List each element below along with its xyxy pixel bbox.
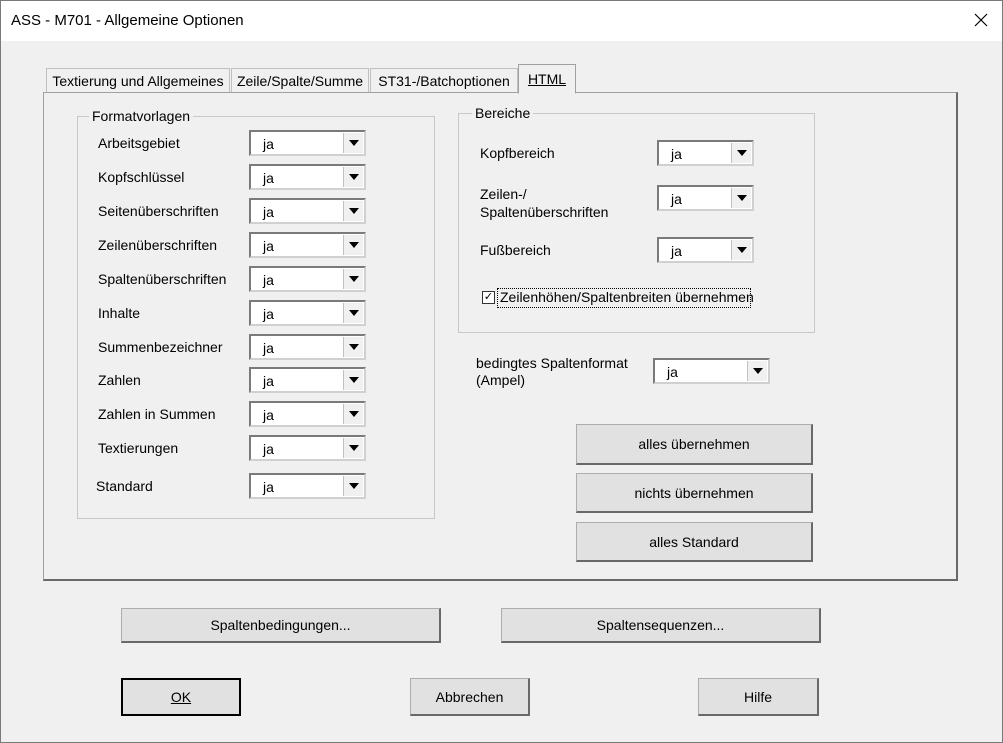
formatvorlage-select[interactable] [249, 266, 366, 292]
formatvorlage-label: Zahlen in Summen [98, 406, 216, 422]
formatvorlage-label: Zahlen [98, 372, 141, 388]
formatvorlage-label: Inhalte [98, 305, 141, 321]
tab-panel-html [43, 92, 958, 581]
chevron-down-icon[interactable] [343, 133, 363, 153]
formatvorlage-select[interactable] [249, 232, 366, 258]
kopfbereich-select[interactable] [657, 140, 754, 166]
chevron-down-icon[interactable] [343, 438, 363, 458]
button-label: Spaltenbedingungen... [210, 617, 351, 633]
zeilen-label-line1: Zeilen-/ [480, 186, 527, 202]
select-value: ja [263, 238, 274, 254]
tab-st31-batchoptionen[interactable] [370, 68, 518, 93]
formatvorlage-label: Zeilenüberschriften [98, 237, 218, 253]
button-label: OK [170, 689, 192, 705]
select-value: ja [263, 204, 274, 220]
ampel-select[interactable] [653, 358, 770, 384]
button-label: alles übernehmen [638, 436, 750, 452]
chevron-down-icon[interactable] [343, 235, 363, 255]
chevron-down-icon[interactable] [343, 167, 363, 187]
button-label: alles Standard [649, 533, 739, 550]
formatvorlage-label: Seitenüberschriften [98, 203, 219, 219]
zeilenhoehen-checkbox-label[interactable]: Zeilenhöhen/Spaltenbreiten übernehmen [500, 289, 754, 305]
select-value: ja [263, 340, 274, 356]
select-value: ja [263, 407, 274, 423]
kopfbereich-label: Kopfbereich [480, 145, 555, 161]
hilfe-button[interactable] [698, 678, 819, 716]
formatvorlage-select[interactable] [249, 198, 366, 224]
tab-zeile-spalte-summe[interactable] [231, 68, 369, 93]
alles-uebernehmen-button[interactable] [576, 424, 813, 465]
button-label: nichts übernehmen [634, 484, 754, 501]
chevron-down-icon[interactable] [731, 143, 751, 163]
bereiche-title: Bereiche [472, 105, 533, 121]
abbrechen-button[interactable] [410, 678, 530, 716]
select-value: ja [263, 306, 274, 322]
tab-label: ST31-/Batchoptionen [378, 73, 510, 89]
chevron-down-icon[interactable] [343, 370, 363, 390]
formatvorlage-select[interactable] [249, 367, 366, 393]
zeilen-label-line2: Spaltenüberschriften [480, 204, 609, 220]
select-value: ja [263, 373, 274, 389]
formatvorlage-select[interactable] [249, 130, 366, 156]
select-value: ja [263, 479, 274, 495]
spaltenbedingungen-button[interactable] [121, 608, 441, 643]
select-value: ja [263, 136, 274, 152]
tab-label: Textierung und Allgemeines [52, 73, 224, 89]
formatvorlage-select[interactable] [249, 473, 366, 499]
close-button[interactable] [959, 1, 1003, 39]
formatvorlage-select[interactable] [249, 334, 366, 360]
zeilenhoehen-checkbox[interactable] [482, 291, 495, 304]
alles-standard-button[interactable] [576, 522, 813, 562]
select-value: ja [667, 364, 678, 380]
formatvorlage-select[interactable] [249, 435, 366, 461]
spaltensequenzen-button[interactable] [501, 608, 821, 643]
chevron-down-icon[interactable] [731, 188, 751, 208]
close-icon [974, 13, 988, 27]
ampel-label-line1: bedingtes Spaltenformat [476, 355, 628, 371]
button-label: Abbrechen [435, 688, 504, 705]
chevron-down-icon[interactable] [343, 337, 363, 357]
tab-textierung[interactable] [46, 68, 230, 93]
select-value: ja [671, 243, 682, 259]
fussbereich-label: Fußbereich [480, 242, 551, 258]
select-value: ja [671, 146, 682, 162]
select-value: ja [671, 191, 682, 207]
tab-html[interactable] [518, 64, 576, 94]
formatvorlage-select[interactable] [249, 300, 366, 326]
spaltenueberschriften-select[interactable] [657, 185, 754, 211]
formatvorlage-label: Summenbezeichner [98, 339, 223, 355]
tab-label: HTML [527, 71, 567, 87]
formatvorlage-label: Arbeitsgebiet [98, 135, 180, 151]
ampel-label-line2: (Ampel) [476, 372, 526, 388]
checkmark-icon: ✓ [483, 291, 494, 303]
formatvorlage-label: Spaltenüberschriften [98, 271, 227, 287]
formatvorlage-label: Kopfschlüssel [98, 169, 185, 185]
chevron-down-icon[interactable] [343, 404, 363, 424]
chevron-down-icon[interactable] [747, 361, 767, 381]
button-label: Spaltensequenzen... [596, 617, 725, 633]
select-value: ja [263, 441, 274, 457]
tab-label: Zeile/Spalte/Summe [236, 73, 364, 89]
formatvorlage-select[interactable] [249, 164, 366, 190]
formatvorlagen-title: Formatvorlagen [89, 108, 193, 124]
select-value: ja [263, 272, 274, 288]
button-label: Hilfe [743, 688, 772, 705]
chevron-down-icon[interactable] [343, 303, 363, 323]
chevron-down-icon[interactable] [343, 476, 363, 496]
select-value: ja [263, 170, 274, 186]
chevron-down-icon[interactable] [343, 269, 363, 289]
nichts-uebernehmen-button[interactable] [576, 473, 813, 513]
window-title: ASS - M701 - Allgemeine Optionen [11, 12, 244, 29]
formatvorlage-label: Standard [96, 478, 153, 494]
title-bar [1, 1, 1002, 41]
ok-button[interactable] [121, 678, 241, 716]
fussbereich-select[interactable] [657, 237, 754, 263]
chevron-down-icon[interactable] [731, 240, 751, 260]
formatvorlage-label: Textierungen [98, 440, 179, 456]
chevron-down-icon[interactable] [343, 201, 363, 221]
formatvorlage-select[interactable] [249, 401, 366, 427]
